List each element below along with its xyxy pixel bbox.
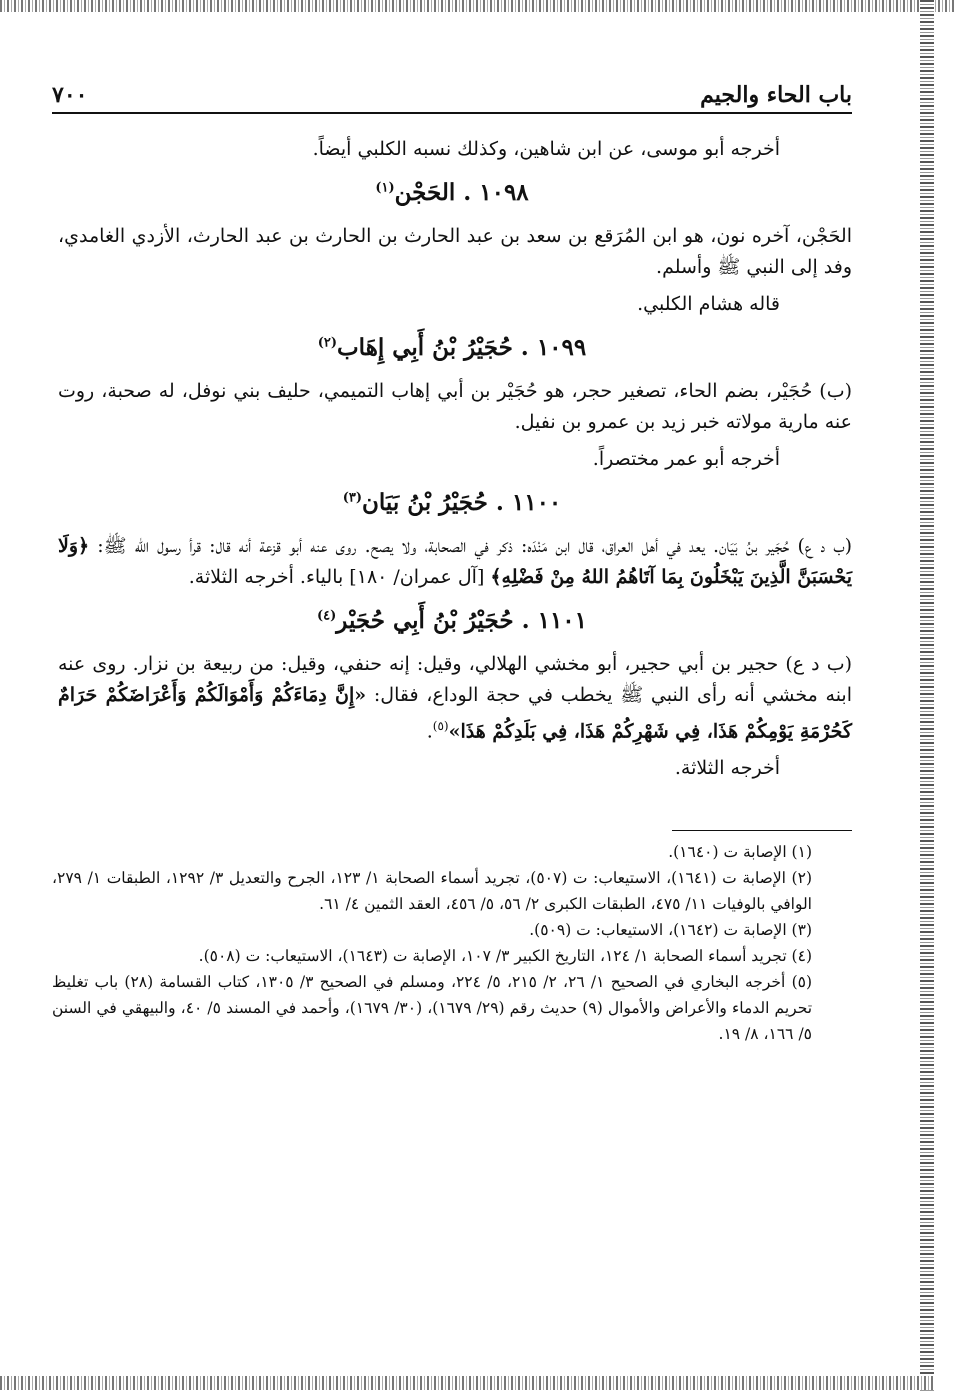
footnote: (٤) تجريد أسماء الصحابة ١/ ١٢٤، التاريخ الكبير ٣/ ١٠٧، الإصابة ت (١٦٤٣)، الاستيعاب: ت (٥٠٨). bbox=[198, 947, 812, 966]
footnote-marker: (١) bbox=[375, 180, 395, 196]
page-number: ٧٠٠ bbox=[52, 82, 88, 108]
entry-title: ١٠٩٩ . حُجَيْرُ بْنُ أَبِي إِهَاب bbox=[337, 334, 587, 361]
entry-text-part: (ب د ع) حُجَير بنُ بَيَان. يعد في أهل العراق، قال ابن مَنْدَه: ذكر في الصحابة، ولا يصح. روى عنه أبو قزعة أنه قال: قرأ رسول الله ﷺ: bbox=[89, 535, 852, 557]
footnote-marker: (٢) bbox=[317, 335, 338, 351]
footnotes bbox=[52, 839, 852, 1047]
entry-heading-1100 bbox=[52, 489, 852, 521]
footnote: (٥) أخرجه البخاري في الصحيح ١/ ٢٦، ٢/ ٢١٥، ٥/ ٢٢٤، ومسلم في الصحيح ٣/ ١٣٠٥، كتاب القسامة (٢٨) باب تغليظ تحريم الدماء والأعراض والأموال (٩) حديث رقم (٢٩/ ١٦٧٩)، (٣٠/ ١٦٧٩)، وأحمد في المسند ٥/ ٤٠، والبيهقي في السنن ٥/ ١٦٦، ٨/ ١٩. bbox=[52, 973, 813, 1044]
hadith-quote: «إِنَّ دِمَاءَكُمْ وَأَمْوَالَكُمْ وَأَعْرَاضَكُمْ حَرَامٌ كَحُرْمَةِ يَوْمِكُمْ هَذَا، فِي شَهْرِكُمْ هَذَا، فِي بَلَدِكُمْ هَذَا» bbox=[58, 684, 852, 743]
footnote-marker: (٣) bbox=[342, 490, 362, 506]
entry-text: الحَجْن، آخره نون، هو ابن المُرَقع بن سعد بن عبد الحارث بن الحارث بن عبد الحارث، الأزدي الغامدي، وفد إلى النبي ﷺ وأسلم. bbox=[58, 225, 852, 278]
quran-quote: ﴿وَلَا يَحْسَبَنَّ الَّذِينَ يَبْخَلُونَ بِمَا آتَاهُمُ اللهُ مِنْ فَضْلِهِ﴾ bbox=[58, 535, 852, 588]
entry-source: قاله هشام الكلبي. bbox=[637, 293, 780, 315]
entry-text-part: (ب د ع) حجير بن أبي حجير، أبو مخشي الهلالي، وقيل: إنه حنفي، وقيل: من ربيعة بن نزار. روى عنه ابنه مخشي أنه رأى النبي ﷺ يخطب في حجة الوداع، فقال: bbox=[58, 653, 852, 706]
entry-heading-1099 bbox=[52, 334, 852, 366]
page-header bbox=[52, 70, 852, 114]
footnote: (١) الإصابة ت (١٦٤٠). bbox=[668, 843, 812, 862]
entry-title: ١٠٩٨ . الحَجْن bbox=[394, 179, 529, 206]
entry-heading-1101 bbox=[52, 607, 852, 639]
decorative-border-bottom bbox=[0, 1376, 934, 1390]
footnote-divider bbox=[672, 830, 852, 831]
entry-title: ١١٠١ . حُجَيْرُ بْنُ أَبِي حُجَيْر bbox=[336, 607, 588, 634]
footnote-marker: (٥) bbox=[432, 719, 449, 733]
entry-text-part: [آل عمران/ ١٨٠] بالياء. أخرجه الثلاثة. bbox=[188, 566, 491, 588]
entry-source: أخرجه الثلاثة. bbox=[674, 757, 780, 780]
decorative-border-top bbox=[0, 0, 954, 12]
entry-text-part: . bbox=[426, 720, 433, 743]
entry-text bbox=[52, 649, 852, 747]
footnote: (٣) الإصابة ت (١٦٤٢)، الاستيعاب: ت (٥٠٩). bbox=[529, 921, 812, 940]
chapter-title: باب الحاء والجيم bbox=[700, 82, 852, 108]
footnote: (٢) الإصابة ت (١٦٤١)، الاستيعاب: ت (٥٠٧)، تجريد أسماء الصحابة ١/ ١٢٣، الجرح والتعديل ٣/ ١٢٩٢، الطبقات ١/ ٢٧٩، الوافي بالوفيات ١١/ ٤٧٥، الطبقات الكبرى ٢/ ٥٦، ٥/ ٤٥٦، العقد الثمين ٤/ ٦١. bbox=[52, 869, 812, 914]
decorative-border-right bbox=[920, 0, 934, 1393]
entry-heading-1098 bbox=[52, 179, 852, 211]
book-page bbox=[52, 70, 852, 1047]
entry-text: (ب) حُجَيْر، بضم الحاء، تصغير حجر، هو حُجَيْر بن أبي إهاب التميمي، حليف بني نوفل، له صحبة، روت عنه مارية مولاته خبر زيد بن عمرو بن نفيل. bbox=[58, 380, 852, 433]
entry-title: ١١٠٠ . حُجَيْرُ بْنُ بَيَان bbox=[361, 489, 562, 516]
page-body bbox=[52, 134, 852, 1047]
entry-source: أخرجه أبو عمر مختصراً. bbox=[592, 448, 780, 470]
entry-text bbox=[52, 531, 852, 593]
intro-line: أخرجه أبو موسى، عن ابن شاهين، وكذلك نسبه الكلبي أيضاً. bbox=[312, 138, 780, 160]
footnote-marker: (٤) bbox=[316, 608, 337, 624]
